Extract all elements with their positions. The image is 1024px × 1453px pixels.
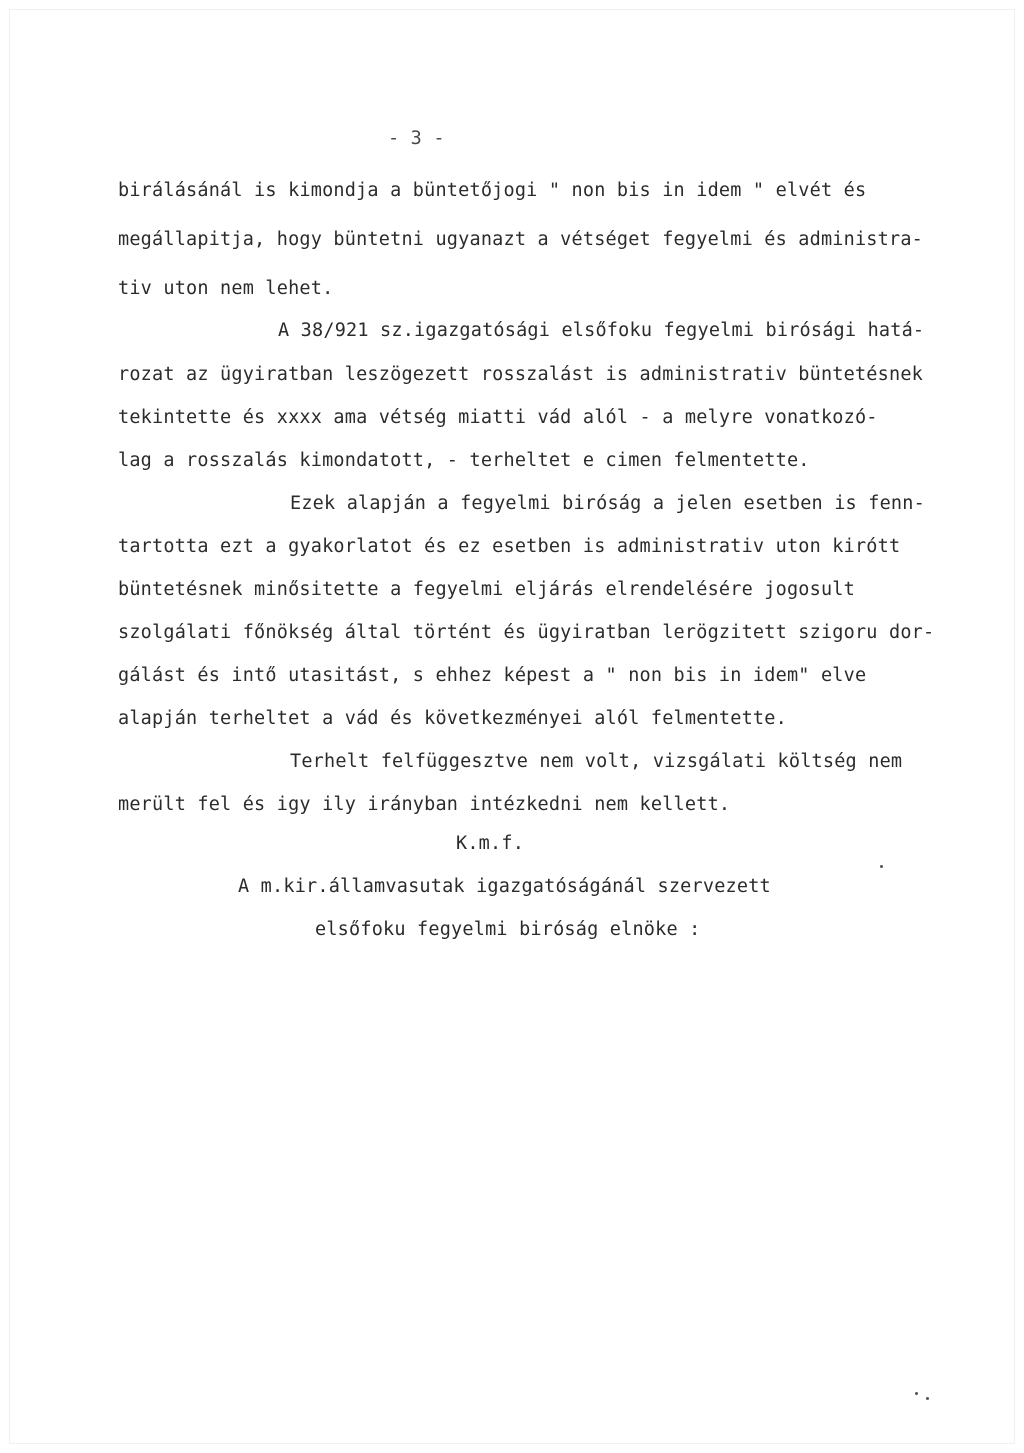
closing-kmf: K.m.f. <box>456 833 525 854</box>
body-line-8: Ezek alapján a fegyelmi biróság a jelen esetben is fenn- <box>290 493 925 514</box>
page-number: - 3 - <box>388 128 445 149</box>
signature-line-1: A m.kir.államvasutak igazgatóságánál szervezett <box>238 876 771 897</box>
paper-speck <box>926 1397 929 1400</box>
body-line-10: büntetésnek minősitette a fegyelmi eljárás elrendelésére jogosult <box>118 579 855 600</box>
body-line-14: Terhelt felfüggesztve nem volt, vizsgálati költség nem <box>290 751 903 772</box>
document-page <box>10 10 1014 1443</box>
body-line-11: szolgálati főnökség által történt és ügyiratban lerögzitett szigoru dor- <box>118 622 935 643</box>
body-line-15: merült fel és igy ily irányban intézkedni nem kellett. <box>118 794 731 815</box>
body-line-12: gálást és intő utasitást, s ehhez képest a " non bis in idem" elve <box>118 665 867 686</box>
paper-speck <box>880 865 883 868</box>
body-line-7: lag a rosszalás kimondatott, - terheltet e cimen felmentette. <box>118 450 810 471</box>
body-line-4: A 38/921 sz.igazgatósági elsőfoku fegyelmi birósági hatá- <box>278 320 925 341</box>
paper-speck <box>915 1392 918 1395</box>
body-line-6: tekintette és xxxx ama vétség miatti vád alól - a melyre vonatkozó- <box>118 407 878 428</box>
body-line-1: birálásánál is kimondja a büntetőjogi " non bis in idem " elvét és <box>118 180 867 201</box>
body-line-3: tiv uton nem lehet. <box>118 278 334 299</box>
body-line-13: alapján terheltet a vád és következményei alól felmentette. <box>118 708 787 729</box>
body-line-5: rozat az ügyiratban leszögezett rosszalást is administrativ büntetésnek <box>118 364 923 385</box>
body-line-9: tartotta ezt a gyakorlatot és ez esetben is administrativ uton kirótt <box>118 536 901 557</box>
body-line-2: megállapitja, hogy büntetni ugyanazt a vétséget fegyelmi és administra- <box>118 229 923 250</box>
signature-line-2: elsőfoku fegyelmi biróság elnöke : <box>315 919 701 940</box>
